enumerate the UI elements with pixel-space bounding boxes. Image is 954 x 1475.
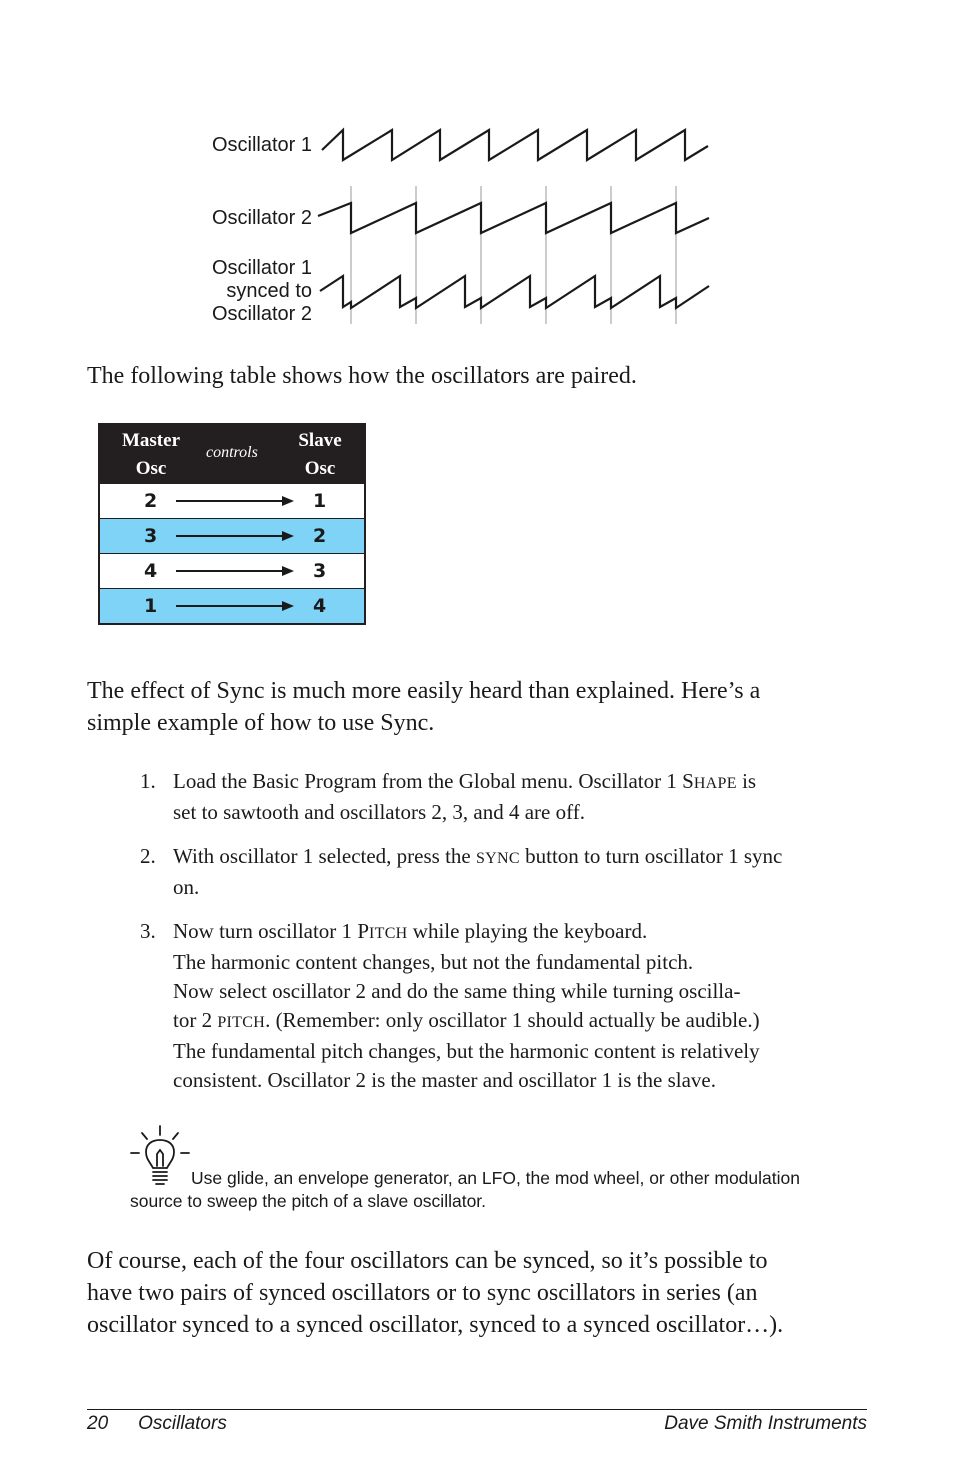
pairing-table — [98, 423, 366, 625]
arrow-right-icon — [174, 529, 296, 543]
header-slave-line1: Slave — [298, 430, 342, 451]
step-3-line3: Now select oscillator 2 and do the same thing while turning oscilla- — [173, 979, 741, 1003]
closing-paragraph — [87, 1245, 783, 1341]
step-1 — [140, 767, 880, 827]
header-slave — [280, 427, 360, 483]
page-number: 20 — [87, 1413, 109, 1434]
step-3-line4: tor 2 PITCH. (Remember: only oscillator 1 should actually be audible.) — [173, 1008, 760, 1032]
synced-label-line3: Oscillator 2 — [211, 303, 312, 325]
tip-line2: source to sweep the pitch of a slave oscillator. — [130, 1191, 487, 1211]
waveform-svg — [0, 110, 954, 340]
waveform-diagram — [0, 110, 954, 340]
arrow-right-icon — [174, 494, 296, 508]
table-row — [100, 483, 364, 518]
master-osc-cell: 1 — [144, 595, 158, 617]
tip-text — [130, 1167, 890, 1213]
header-master-line1: Master — [121, 430, 181, 451]
table-row — [100, 553, 364, 588]
step-3 — [140, 917, 880, 1095]
slave-osc-cell: 3 — [313, 560, 327, 582]
sync-paragraph-line2: simple example of how to use Sync. — [87, 710, 435, 736]
slave-osc-cell: 2 — [313, 525, 327, 547]
footer-rule — [87, 1409, 867, 1410]
synced-label-line1: Oscillator 1 — [211, 257, 312, 279]
tip-line1: Use glide, an envelope generator, an LFO, the mod wheel, or other modulation — [191, 1168, 800, 1188]
step-1-number: 1. — [140, 769, 156, 793]
header-controls: controls — [206, 444, 258, 461]
osc1-label: Oscillator 1 — [211, 134, 312, 156]
sync-paragraph — [87, 675, 760, 739]
step-3-number: 3. — [140, 919, 156, 943]
footer-left — [87, 1413, 227, 1435]
header-slave-line2: Osc — [304, 458, 336, 479]
osc2-waveform — [318, 203, 709, 233]
step-3-line6: consistent. Oscillator 2 is the master and oscillator 1 is the slave. — [173, 1068, 716, 1092]
step-1-line2: set to sawtooth and oscillators 2, 3, and 4 are off. — [173, 800, 585, 824]
slave-osc-cell: 4 — [313, 595, 327, 617]
step-3-line5: The fundamental pitch changes, but the harmonic content is relatively — [173, 1039, 760, 1063]
header-master — [110, 427, 192, 483]
arrow-right-icon — [174, 564, 296, 578]
table-row — [100, 588, 364, 623]
intro-paragraph: The following table shows how the oscillators are paired. — [87, 363, 637, 389]
master-osc-cell: 4 — [144, 560, 158, 582]
closing-line1: Of course, each of the four oscillators can be synced, so it’s possible to — [87, 1248, 768, 1274]
osc2-label: Oscillator 2 — [211, 207, 312, 229]
synced-waveform — [320, 276, 709, 308]
arrow-right-icon — [174, 599, 296, 613]
closing-line3: oscillator synced to a synced oscillator, synced to a synced oscillator…). — [87, 1312, 784, 1338]
closing-line2: have two pairs of synced oscillators or to sync oscillators in series (an — [87, 1280, 758, 1306]
pairing-table-rows — [100, 483, 364, 623]
synced-label-line2: synced to — [226, 280, 312, 302]
osc1-waveform — [322, 130, 708, 160]
step-2-line1: With oscillator 1 selected, press the SYNC button to turn oscillator 1 sync — [173, 844, 783, 868]
step-3-line1: Now turn oscillator 1 PITCH while playing the keyboard. — [173, 919, 648, 943]
slave-osc-cell: 1 — [313, 490, 327, 512]
master-osc-cell: 3 — [144, 525, 158, 547]
table-row — [100, 518, 364, 553]
sync-paragraph-line1: The effect of Sync is much more easily heard than explained. Here’s a — [87, 678, 761, 704]
footer-publisher: Dave Smith Instruments — [664, 1413, 867, 1434]
step-2-line2: on. — [173, 875, 200, 899]
master-osc-cell: 2 — [144, 490, 158, 512]
pairing-table-header — [100, 425, 364, 483]
step-1-line1: Load the Basic Program from the Global menu. Oscillator 1 SHAPE is — [173, 769, 757, 793]
step-3-line2: The harmonic content changes, but not the fundamental pitch. — [173, 950, 694, 974]
step-2-number: 2. — [140, 844, 156, 868]
footer-section: Oscillators — [138, 1413, 227, 1434]
header-master-line2: Osc — [135, 458, 167, 479]
step-2 — [140, 842, 880, 902]
